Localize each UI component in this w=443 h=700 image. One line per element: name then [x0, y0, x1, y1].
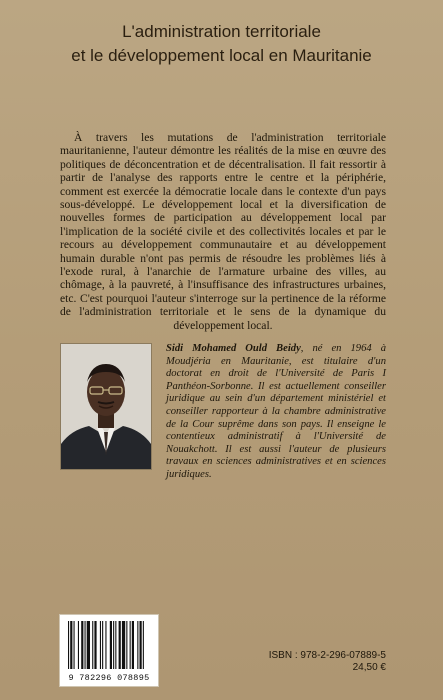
barcode-bar [68, 621, 69, 669]
barcode-bars [60, 615, 158, 675]
barcode-bar [113, 621, 114, 669]
barcode-bar [110, 621, 112, 669]
barcode-bar [130, 621, 131, 669]
barcode-bar [81, 621, 83, 669]
barcode-bar [74, 621, 75, 669]
barcode-bar [102, 621, 103, 669]
barcode-bar [126, 621, 127, 669]
author-name: Sidi Mohamed Ould Beidy [166, 343, 301, 354]
barcode-bar [92, 621, 93, 669]
summary-text [60, 131, 386, 332]
barcode-bar [137, 621, 138, 669]
barcode-bar [115, 621, 116, 669]
title-line-1: L'administration territoriale [122, 22, 321, 41]
barcode-bar [132, 621, 134, 669]
barcode-bar [140, 621, 142, 669]
book-title [0, 20, 443, 68]
summary-paragraph: À travers les mutations de l'administration territoriale mauritanienne, l'auteur démontre les réalités de la mise en œuvre des politiques de déconcentration et de décentralisation. Il fait ressortir à partir de l'analyse des rapports entre le centre et la périphérie, comment est exercée la démocratie locale dans le contexte d'un pays sous-développé. Le développement local et la diversification de nouvelles formes de participation au développement local par l'implication de la société civile et des collectivités locales et par le recours au développement communautaire et au développement humain durable n'ont pas permis de résoudre les problèmes liés à l'exode rural, à l'anarchie de l'armature urbaine des villes, au chômage, à la pauvreté, à l'insuffisance des infrastructures urbaines, etc. C'est pourquoi l'auteur s'interroge sur la pertinence de la réforme de l'administration territoriale et le sens de la dynamique du développement local. [60, 131, 386, 332]
barcode [59, 614, 159, 687]
price: 24,50 € [352, 662, 386, 673]
barcode-bar [100, 621, 101, 669]
barcode-bar [105, 621, 106, 669]
title-line-2: et le développement local en Mauritanie [71, 46, 372, 65]
barcode-bar [70, 621, 72, 669]
barcode-bar [85, 621, 86, 669]
barcode-bar [87, 621, 90, 669]
barcode-bar [119, 621, 121, 669]
author-portrait-image [61, 344, 151, 469]
barcode-bar [122, 621, 125, 669]
barcode-bar [94, 621, 96, 669]
barcode-bar [143, 621, 144, 669]
author-bio [166, 343, 386, 482]
isbn-price-block [269, 650, 386, 674]
author-photo [60, 343, 152, 470]
barcode-bar [78, 621, 79, 669]
barcode-digits: 9 782296 078895 [68, 673, 150, 683]
isbn-number: ISBN : 978-2-296-07889-5 [268, 650, 386, 661]
author-bio-text: , né en 1964 à Moudjéria en Mauritanie, est titulaire d'un doctorat en droit de l'Université de Paris I Panthéon-Sorbonne. Il est actuellement conseiller juridique au sein d'un département ministériel et conseiller rapporteur à la chambre administrative de la Cour suprême dans son pays. Il enseigne le contentieux administratif à l'Université de Nouakchott. Il est aussi l'auteur de plusieurs travaux en sciences administratives et en sciences juridiques. [166, 343, 386, 480]
